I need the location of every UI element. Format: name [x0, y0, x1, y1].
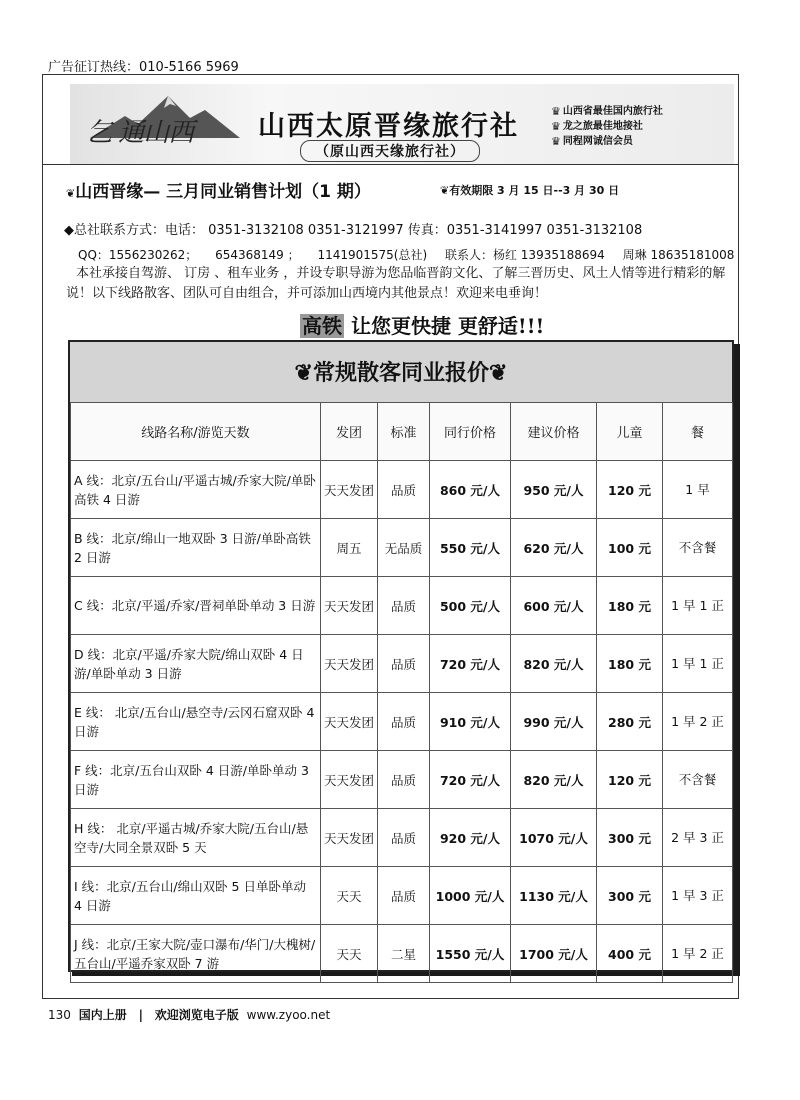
crown-icon: ♛: [551, 135, 561, 148]
child-price-cell: 120 元: [597, 461, 663, 519]
suggest-price-cell: 950 元/人: [511, 461, 597, 519]
crown-icon: ♛: [551, 105, 561, 118]
col-peer-price: 同行价格: [430, 403, 511, 461]
child-price-cell: 300 元: [597, 867, 663, 925]
route-cell: J 线：北京/王家大院/壶口瀑布/华门/大槐树/五台山/平遥乔家双卧 7 游: [71, 925, 321, 983]
meal-cell: 不含餐: [663, 519, 733, 577]
col-meal: 餐: [663, 403, 733, 461]
depart-cell: 周五: [321, 519, 378, 577]
child-price-cell: 400 元: [597, 925, 663, 983]
route-cell: H 线： 北京/平遥古城/乔家大院/五台山/悬空寺/大同全景双卧 5 天: [71, 809, 321, 867]
standard-cell: 品质: [378, 461, 430, 519]
suggest-price-cell: 820 元/人: [511, 635, 597, 693]
table-row: [71, 751, 733, 809]
slogan: 高铁 让您更快捷 更舒适!!!: [302, 314, 545, 338]
suggest-price-cell: 1130 元/人: [511, 867, 597, 925]
page-number: 130: [48, 1008, 71, 1022]
child-price-cell: 180 元: [597, 635, 663, 693]
standard-cell: 品质: [378, 809, 430, 867]
standard-cell: 品质: [378, 693, 430, 751]
child-price-cell: 280 元: [597, 693, 663, 751]
meal-cell: 1 早: [663, 461, 733, 519]
table-row: [71, 519, 733, 577]
suggest-price-cell: 820 元/人: [511, 751, 597, 809]
child-price-cell: 100 元: [597, 519, 663, 577]
ad-hotline: 广告征订热线：010-5166 5969: [48, 60, 239, 75]
table-row: [71, 809, 733, 867]
peer-price-cell: 720 元/人: [430, 751, 511, 809]
table-row: [71, 925, 733, 983]
peer-price-cell: 500 元/人: [430, 577, 511, 635]
flourish-icon: ❦: [489, 360, 508, 386]
honor-item: ♛ 同程网诚信会员: [551, 135, 633, 148]
table-row: [71, 461, 733, 519]
contact-qq-persons: QQ：1556230262； 654368149 ； 1141901575(总社) 联系人：杨红 13935188694 周琳 18635181008: [78, 248, 735, 262]
header-divider: [42, 164, 739, 165]
standard-cell: 品质: [378, 867, 430, 925]
depart-cell: 天天: [321, 867, 378, 925]
suggest-price-cell: 990 元/人: [511, 693, 597, 751]
table-row: [71, 635, 733, 693]
suggest-price-cell: 620 元/人: [511, 519, 597, 577]
meal-cell: 1 早 2 正: [663, 693, 733, 751]
meal-cell: 1 早 2 正: [663, 925, 733, 983]
depart-cell: 天天发团: [321, 577, 378, 635]
peer-price-cell: 550 元/人: [430, 519, 511, 577]
footer-tagline: 欢迎浏览电子版: [154, 1008, 239, 1022]
price-table-title: ❦常规散客同业报价❦: [294, 360, 508, 386]
brand-calligraphy: 乞 通山西: [86, 118, 194, 148]
child-price-cell: 300 元: [597, 809, 663, 867]
contact-phone-fax: ◆总社联系方式：电话： 0351-3132108 0351-3121997 传真：0351-3141997 0351-3132108: [64, 223, 643, 238]
route-cell: E 线： 北京/五台山/悬空寺/云冈石窟双卧 4 日游: [71, 693, 321, 751]
standard-cell: 品质: [378, 751, 430, 809]
meal-cell: 1 早 3 正: [663, 867, 733, 925]
col-depart: 发团: [321, 403, 378, 461]
validity-period: ❦有效期限 3 月 15 日--3 月 30 日: [440, 184, 620, 197]
route-cell: C 线：北京/平遥/乔家/晋祠单卧单动 3 日游: [71, 577, 321, 635]
peer-price-cell: 920 元/人: [430, 809, 511, 867]
meal-cell: 2 早 3 正: [663, 809, 733, 867]
route-cell: I 线：北京/五台山/绵山双卧 5 日单卧单动 4 日游: [71, 867, 321, 925]
agency-former-name: （原山西天缘旅行社）: [300, 140, 480, 162]
honor-item: ♛ 龙之旅最佳地接社: [551, 120, 643, 133]
website-link[interactable]: www.zyoo.net: [246, 1008, 331, 1022]
col-route: 线路名称/游览天数: [71, 403, 321, 461]
plan-title: ❦山西晋缘— 三月同业销售计划（1 期）: [66, 182, 371, 202]
flourish-icon: ❦: [66, 187, 76, 200]
standard-cell: 二星: [378, 925, 430, 983]
honors-list: [551, 104, 663, 149]
col-child: 儿童: [597, 403, 663, 461]
depart-cell: 天天发团: [321, 809, 378, 867]
child-price-cell: 120 元: [597, 751, 663, 809]
depart-cell: 天天发团: [321, 461, 378, 519]
crown-icon: ♛: [551, 120, 561, 133]
page-footer: [48, 1006, 330, 1023]
meal-cell: 不含餐: [663, 751, 733, 809]
standard-cell: 品质: [378, 577, 430, 635]
route-cell: A 线：北京/五台山/平遥古城/乔家大院/单卧高铁 4 日游: [71, 461, 321, 519]
peer-price-cell: 720 元/人: [430, 635, 511, 693]
route-cell: B 线：北京/绵山一地双卧 3 日游/单卧高铁 2 日游: [71, 519, 321, 577]
table-header-row: [71, 403, 733, 461]
flourish-icon: ❦: [294, 360, 313, 386]
peer-price-cell: 910 元/人: [430, 693, 511, 751]
price-table: [70, 402, 733, 983]
standard-cell: 品质: [378, 635, 430, 693]
standard-cell: 无品质: [378, 519, 430, 577]
footer-separator: |: [138, 1008, 143, 1022]
peer-price-cell: 1550 元/人: [430, 925, 511, 983]
meal-cell: 1 早 1 正: [663, 635, 733, 693]
peer-price-cell: 1000 元/人: [430, 867, 511, 925]
depart-cell: 天天发团: [321, 693, 378, 751]
table-row: [71, 577, 733, 635]
depart-cell: 天天发团: [321, 635, 378, 693]
agency-name: 山西太原晋缘旅行社: [258, 111, 519, 142]
flourish-icon: ❦: [440, 184, 450, 197]
table-row: [71, 867, 733, 925]
intro-paragraph: 本社承接自驾游、 订房 、租车业务 ，并设专职导游为您品临晋韵文化、了解三晋历史、风土人情等进行精彩的解说！以下线路散客、团队可自由组合，并可添加山西境内其他景点！欢迎来电垂询！: [66, 266, 726, 301]
peer-price-cell: 860 元/人: [430, 461, 511, 519]
depart-cell: 天天发团: [321, 751, 378, 809]
honor-item: ♛ 山西省最佳国内旅行社: [551, 105, 663, 118]
section-name: 国内上册: [78, 1008, 127, 1022]
child-price-cell: 180 元: [597, 577, 663, 635]
col-suggest-price: 建议价格: [511, 403, 597, 461]
depart-cell: 天天: [321, 925, 378, 983]
table-row: [71, 693, 733, 751]
route-cell: D 线：北京/平遥/乔家大院/绵山双卧 4 日游/单卧单动 3 日游: [71, 635, 321, 693]
route-cell: F 线：北京/五台山双卧 4 日游/单卧单动 3 日游: [71, 751, 321, 809]
suggest-price-cell: 600 元/人: [511, 577, 597, 635]
meal-cell: 1 早 1 正: [663, 577, 733, 635]
col-standard: 标准: [378, 403, 430, 461]
suggest-price-cell: 1070 元/人: [511, 809, 597, 867]
suggest-price-cell: 1700 元/人: [511, 925, 597, 983]
